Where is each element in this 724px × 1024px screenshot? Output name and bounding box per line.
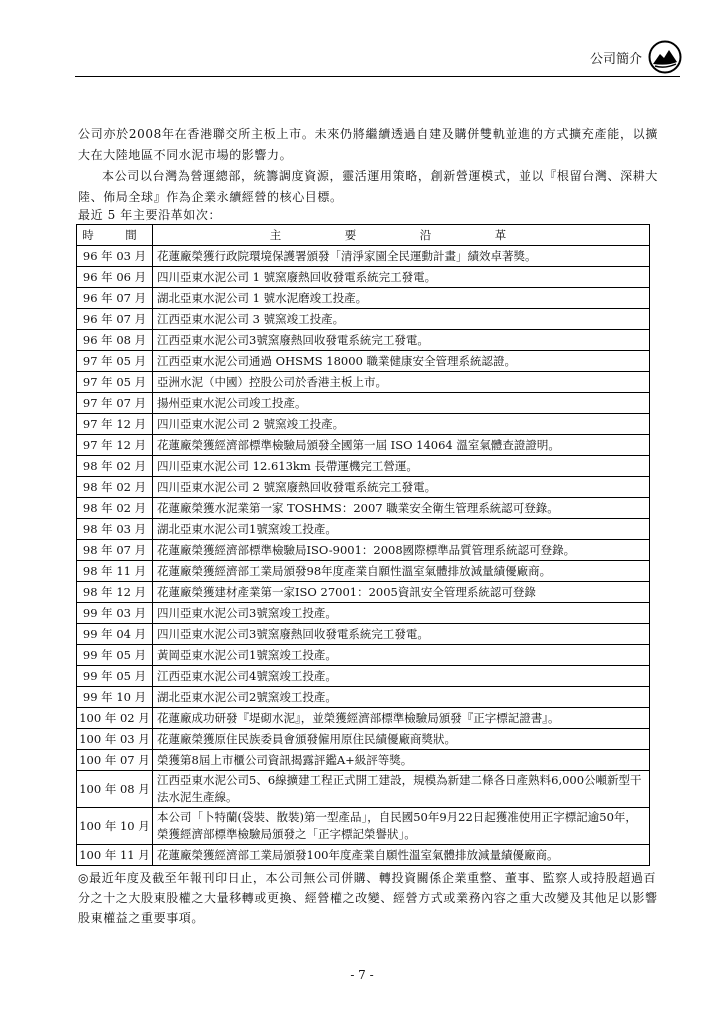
table-row [77, 309, 650, 330]
row-event: 湖北亞東水泥公司 1 號水泥磨竣工投產。 [153, 288, 650, 309]
row-time: 98 年 07 月 [77, 540, 153, 561]
table-row [77, 645, 650, 666]
row-event: 四川亞東水泥公司3號窯廢熱回收發電系統完工發電。 [153, 624, 650, 645]
row-time: 96 年 07 月 [77, 309, 153, 330]
table-row [77, 582, 650, 603]
table-row [77, 771, 650, 808]
table-row [77, 845, 650, 866]
row-time: 96 年 08 月 [77, 330, 153, 351]
row-event: 湖北亞東水泥公司1號窯竣工投產。 [153, 519, 650, 540]
row-time: 96 年 06 月 [77, 267, 153, 288]
row-time: 100 年 11 月 [77, 845, 153, 866]
history-intro: 最近 5 年主要沿革如次： [78, 208, 222, 222]
table-row [77, 393, 650, 414]
table-row [77, 267, 650, 288]
row-time: 97 年 05 月 [77, 372, 153, 393]
table-row [77, 624, 650, 645]
row-event: 黃岡亞東水泥公司1號窯竣工投產。 [153, 645, 650, 666]
row-time: 98 年 11 月 [77, 561, 153, 582]
table-row [77, 540, 650, 561]
table-row [77, 498, 650, 519]
row-event: 花蓮廠榮獲經濟部工業局頒發100年度產業自願性溫室氣體排放減量績優廠商。 [153, 845, 650, 866]
row-time: 99 年 03 月 [77, 603, 153, 624]
row-time: 96 年 03 月 [77, 246, 153, 267]
row-event: 四川亞東水泥公司 2 號窯竣工投產。 [153, 414, 650, 435]
table-row [77, 477, 650, 498]
paragraph-2: 本公司以台灣為營運總部，統籌調度資源，靈活運用策略，創新營運模式，並以『根留台灣、深耕大陸、佈局全球』作為企業永續經營的核心目標。 [78, 169, 658, 204]
row-event: 亞洲水泥（中國）控股公司於香港主板上市。 [153, 372, 650, 393]
company-logo-icon [648, 40, 682, 74]
row-time: 97 年 12 月 [77, 414, 153, 435]
row-event: 榮獲第8屆上市櫃公司資訊揭露評鑑A+級評等獎。 [153, 750, 650, 771]
table-row [77, 808, 650, 845]
row-event: 江西亞東水泥公司 3 號窯竣工投產。 [153, 309, 650, 330]
row-time: 98 年 02 月 [77, 498, 153, 519]
header-event: 主 要 沿 革 [153, 225, 650, 246]
table-row [77, 288, 650, 309]
row-event: 花蓮廠榮獲原住民族委員會頒發僱用原住民績優廠商獎狀。 [153, 729, 650, 750]
row-event: 四川亞東水泥公司 1 號窯廢熱回收發電系統完工發電。 [153, 267, 650, 288]
row-event: 花蓮廠成功研發『堤砌水泥』，並榮獲經濟部標準檢驗局頒發『正字標記證書』。 [153, 708, 650, 729]
row-event: 花蓮廠榮獲行政院環境保護署頒發「清淨家園全民運動計畫」績效卓著獎。 [153, 246, 650, 267]
row-time: 99 年 05 月 [77, 666, 153, 687]
row-event: 四川亞東水泥公司 12.613km 長帶運機完工營運。 [153, 456, 650, 477]
table-row [77, 330, 650, 351]
row-event: 花蓮廠榮獲水泥業第一家 TOSHMS：2007 職業安全衛生管理系統認可登錄。 [153, 498, 650, 519]
table-row [77, 351, 650, 372]
table-row [77, 246, 650, 267]
row-time: 100 年 02 月 [77, 708, 153, 729]
row-event: 花蓮廠榮獲經濟部標準檢驗局ISO-9001：2008國際標準品質管理系統認可登錄。 [153, 540, 650, 561]
section-title: 公司簡介 [589, 52, 642, 67]
table-row [77, 708, 650, 729]
row-event: 花蓮廠榮獲建材產業第一家ISO 27001：2005資訊安全管理系統認可登錄 [153, 582, 650, 603]
table-row [77, 456, 650, 477]
note-mark: ◎ [78, 871, 90, 885]
row-event: 湖北亞東水泥公司2號窯竣工投產。 [153, 687, 650, 708]
row-time: 99 年 05 月 [77, 645, 153, 666]
table-row [77, 435, 650, 456]
table-row [77, 687, 650, 708]
row-time: 100 年 03 月 [77, 729, 153, 750]
table-row [77, 372, 650, 393]
row-time: 97 年 12 月 [77, 435, 153, 456]
row-time: 98 年 03 月 [77, 519, 153, 540]
row-time: 97 年 05 月 [77, 351, 153, 372]
header-time: 時 間 [77, 225, 153, 246]
row-event: 花蓮廠榮獲經濟部工業局頒發98年度產業自願性溫室氣體排放減量績優廠商。 [153, 561, 650, 582]
row-event: 花蓮廠榮獲經濟部標準檢驗局頒發全國第一屆 ISO 14064 溫室氣體查證證明。 [153, 435, 650, 456]
table-row [77, 519, 650, 540]
row-event: 江西亞東水泥公司5、6線擴建工程正式開工建設，規模為新建二條各日產熟料6,000公噸新型干法水泥生產線。 [153, 771, 650, 808]
row-event: 本公司「卜特蘭(袋裝、散裝)第一型產品」，自民國50年9月22日起獲准使用正字標記逾50年，榮獲經濟部標準檢驗局頒發之「正字標記榮譽狀」。 [153, 808, 650, 845]
row-event: 揚州亞東水泥公司竣工投產。 [153, 393, 650, 414]
row-time: 99 年 10 月 [77, 687, 153, 708]
note-text: 最近年度及截至年報刊印日止，本公司無公司併購、轉投資關係企業重整、董事、監察人或持股超過百分之十之大股東股權之大量移轉或更換、經營權之改變、經營方式或業務內容之重大改變及其他足以影響股東權益之重要事項。 [78, 871, 658, 925]
header-divider [75, 76, 680, 77]
row-time: 100 年 07 月 [77, 750, 153, 771]
row-time: 100 年 10 月 [77, 808, 153, 845]
row-event: 江西亞東水泥公司4號窯竣工投產。 [153, 666, 650, 687]
row-time: 100 年 08 月 [77, 771, 153, 808]
row-time: 99 年 04 月 [77, 624, 153, 645]
table-row [77, 414, 650, 435]
row-time: 96 年 07 月 [77, 288, 153, 309]
row-time: 98 年 02 月 [77, 456, 153, 477]
table-row [77, 603, 650, 624]
row-time: 98 年 12 月 [77, 582, 153, 603]
table-row [77, 666, 650, 687]
history-table-body [77, 246, 650, 866]
row-event: 四川亞東水泥公司 2 號窯廢熱回收發電系統完工發電。 [153, 477, 650, 498]
paragraph-1: 公司亦於2008年在香港聯交所主板上市。未來仍將繼續透過自建及購併雙軌並進的方式擴充產能，以擴大在大陸地區不同水泥市場的影響力。 [78, 127, 658, 162]
table-row [77, 729, 650, 750]
table-header-row [77, 225, 650, 246]
row-event: 江西亞東水泥公司通過 OHSMS 18000 職業健康安全管理系統認證。 [153, 351, 650, 372]
row-time: 98 年 02 月 [77, 477, 153, 498]
row-event: 四川亞東水泥公司3號窯竣工投產。 [153, 603, 650, 624]
page-number: - 7 - [350, 968, 374, 982]
table-row [77, 561, 650, 582]
row-time: 97 年 07 月 [77, 393, 153, 414]
disclosure-note [78, 868, 658, 928]
row-event: 江西亞東水泥公司3號窯廢熱回收發電系統完工發電。 [153, 330, 650, 351]
table-row [77, 750, 650, 771]
history-table [76, 224, 650, 866]
